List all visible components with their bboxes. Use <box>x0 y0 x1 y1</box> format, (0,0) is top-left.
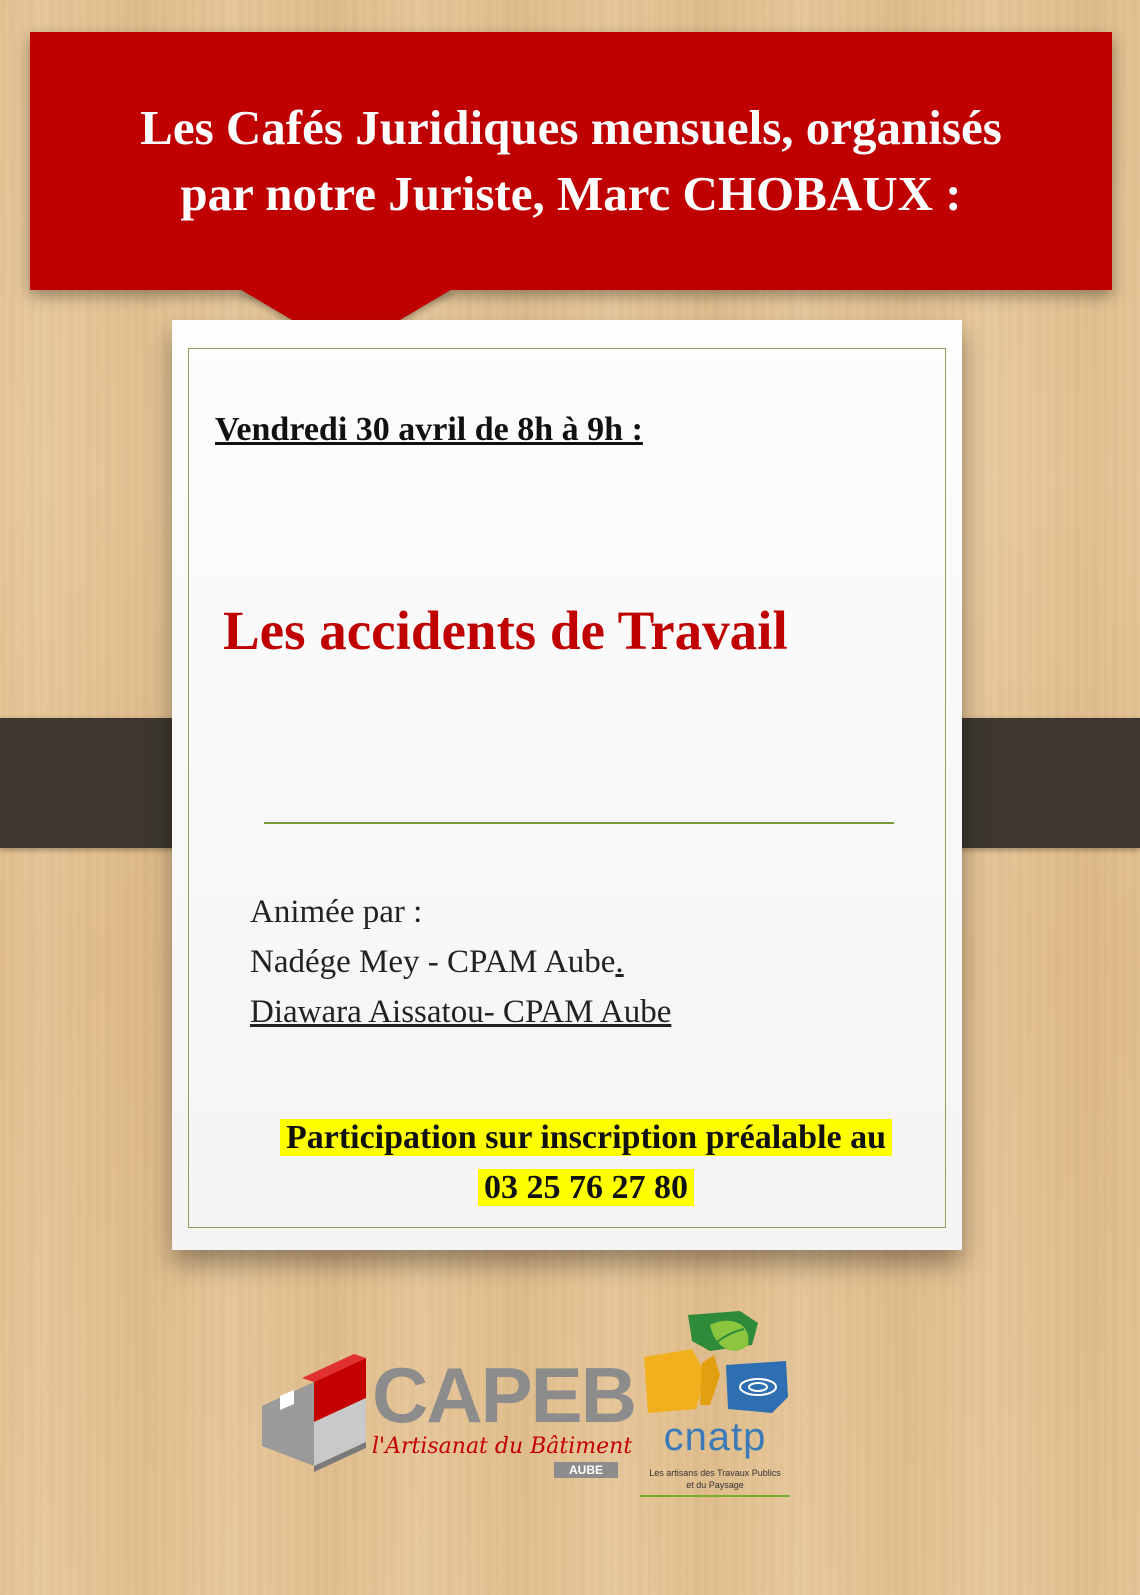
capeb-wordmark: CAPEB <box>372 1351 636 1439</box>
event-card <box>172 320 962 1250</box>
signup-block <box>215 1113 957 1213</box>
cnatp-tagline <box>640 1467 790 1497</box>
hosts-block <box>250 887 671 1037</box>
capeb-logo <box>254 1338 636 1478</box>
cnatp-emblem-icon <box>640 1305 790 1417</box>
banner-title-line-1: Les Cafés Juridiques mensuels, organisés <box>140 100 1002 155</box>
card-border <box>188 348 946 1228</box>
capeb-region: AUBE <box>554 1462 618 1478</box>
title-banner <box>30 32 1112 290</box>
cnatp-tagline-line-2: et du Paysage <box>686 1480 744 1490</box>
cnatp-tagline-line-1: Les artisans des Travaux Publics <box>649 1468 781 1478</box>
host-1 <box>250 937 671 987</box>
cnatp-logo <box>640 1305 800 1515</box>
capeb-tagline: l'Artisanat du Bâtiment <box>372 1434 633 1459</box>
host-2: Diawara Aissatou- CPAM Aube <box>250 994 672 1030</box>
capeb-cube-icon <box>254 1338 374 1478</box>
event-topic: Les accidents de Travail <box>223 600 788 661</box>
host-1-dot: . <box>615 944 624 980</box>
hosts-heading: Animée par : <box>250 894 423 930</box>
banner-title-line-2: par notre Juriste, Marc CHOBAUX : <box>180 166 962 221</box>
signup-phone: 03 25 76 27 80 <box>478 1169 694 1206</box>
cnatp-wordmark: cnatp <box>663 1415 767 1459</box>
signup-text: Participation sur inscription préalable au <box>280 1119 892 1156</box>
divider-line <box>264 822 894 824</box>
host-1-name: Nadége Mey - CPAM Aube <box>250 944 616 980</box>
event-date: Vendredi 30 avril de 8h à 9h : <box>215 411 643 448</box>
